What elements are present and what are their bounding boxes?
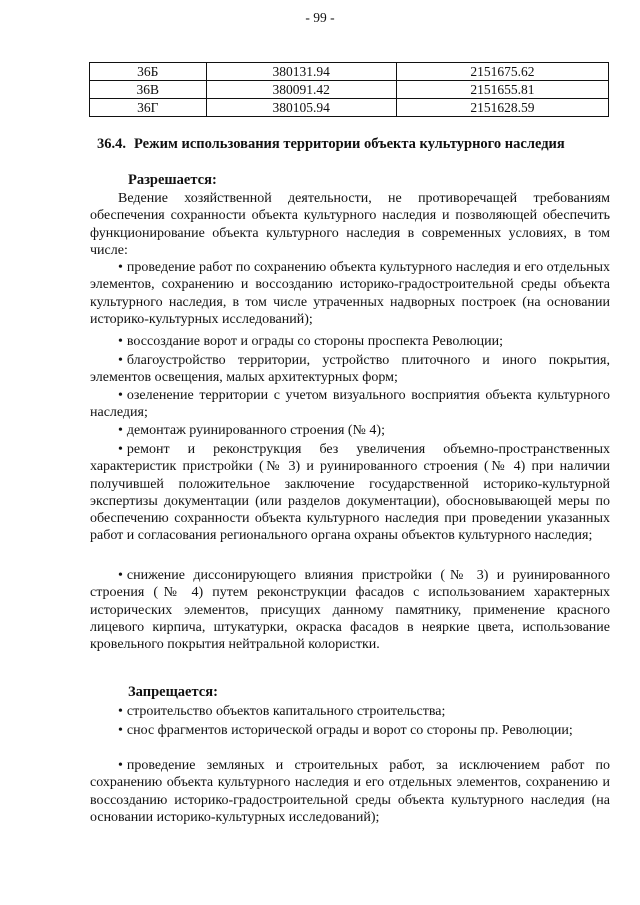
bullet-icon: • bbox=[118, 704, 123, 719]
list-item: • ремонт и реконструкция без увеличения объемно-пространственных характеристик пристройки (№ 3) и руинированного строения (№ 4) при наличии получившей положительное заключение государственной историко-культурной экспертизы документации (или разделов документации), обосновывающей меры по обеспечению сохранности объекта культурного наследия при проведении указанных работ и согласования регионального органа охраны объектов культурного наследия; bbox=[90, 442, 610, 544]
bullet-icon: • bbox=[118, 758, 123, 773]
bullet-icon: • bbox=[118, 723, 123, 738]
allowed-intro: Ведение хозяйственной деятельности, не противоречащей требованиям обеспечения сохранности объекта культурного наследия и позволяющей обеспечить функционирование объекта культурного наследия в современных условиях, в том числе: bbox=[90, 191, 610, 258]
x-coordinate-cell: 380105.94 bbox=[206, 99, 396, 117]
allowed-heading: Разрешается: bbox=[128, 172, 217, 188]
list-item: • проведение земляных и строительных работ, за исключением работ по сохранению объекта культурного наследия и его отдельных элементов, сохранению и воссозданию историко-градостроительной среды объекта культурного наследия (на основании историко-культурных исследований); bbox=[90, 758, 610, 825]
list-item: • строительство объектов капитального строительства; bbox=[118, 704, 446, 719]
section-number: 36.4. bbox=[97, 136, 126, 152]
forbidden-heading: Запрещается: bbox=[128, 684, 218, 700]
bullet-icon: • bbox=[118, 442, 123, 457]
list-item: • демонтаж руинированного строения (№ 4); bbox=[118, 423, 385, 438]
bullet-icon: • bbox=[118, 260, 123, 275]
list-item: • снос фрагментов исторической ограды и ворот со стороны пр. Революции; bbox=[118, 723, 573, 738]
bullet-icon: • bbox=[118, 353, 123, 368]
list-item: • проведение работ по сохранению объекта культурного наследия и его отдельных элементов, сохранению и воссозданию историко-градостроительной среды объекта культурного наследия, в том числе утраченных надворных построек (на основании историко-культурных исследований); bbox=[90, 260, 610, 327]
list-item: • озеленение территории с учетом визуального восприятия объекта культурного наследия; bbox=[90, 388, 610, 421]
x-coordinate-cell: 380131.94 bbox=[206, 63, 396, 81]
point-number-cell: 36Г bbox=[90, 99, 207, 117]
table-row bbox=[90, 63, 609, 81]
bullet-icon: • bbox=[118, 388, 123, 403]
section-title: Режим использования территории объекта культурного наследия bbox=[134, 136, 565, 152]
coordinates-table bbox=[89, 62, 609, 117]
list-item: • воссоздание ворот и ограды со стороны проспекта Революции; bbox=[118, 334, 504, 349]
bullet-icon: • bbox=[118, 568, 123, 583]
y-coordinate-cell: 2151655.81 bbox=[396, 81, 608, 99]
y-coordinate-cell: 2151628.59 bbox=[396, 99, 608, 117]
table-row bbox=[90, 99, 609, 117]
section-heading bbox=[97, 136, 617, 153]
bullet-icon: • bbox=[118, 334, 123, 349]
y-coordinate-cell: 2151675.62 bbox=[396, 63, 608, 81]
bullet-icon: • bbox=[118, 423, 123, 438]
list-item: • благоустройство территории, устройство плиточного и иного покрытия, элементов освещения, малых архитектурных форм; bbox=[90, 353, 610, 386]
table-row bbox=[90, 81, 609, 99]
point-number-cell: 36Б bbox=[90, 63, 207, 81]
x-coordinate-cell: 380091.42 bbox=[206, 81, 396, 99]
page-number: - 99 - bbox=[305, 10, 335, 25]
point-number-cell: 36В bbox=[90, 81, 207, 99]
list-item: • снижение диссонирующего влияния пристройки (№ 3) и руинированного строения (№ 4) путем реконструкции фасадов с использованием характерных исторических элементов, присущих данному памятнику, применение красного лицевого кирпича, штукатурки, окраска фасадов в неяркие цвета, использование кровельного покрытия нейтральной колористки. bbox=[90, 568, 610, 653]
